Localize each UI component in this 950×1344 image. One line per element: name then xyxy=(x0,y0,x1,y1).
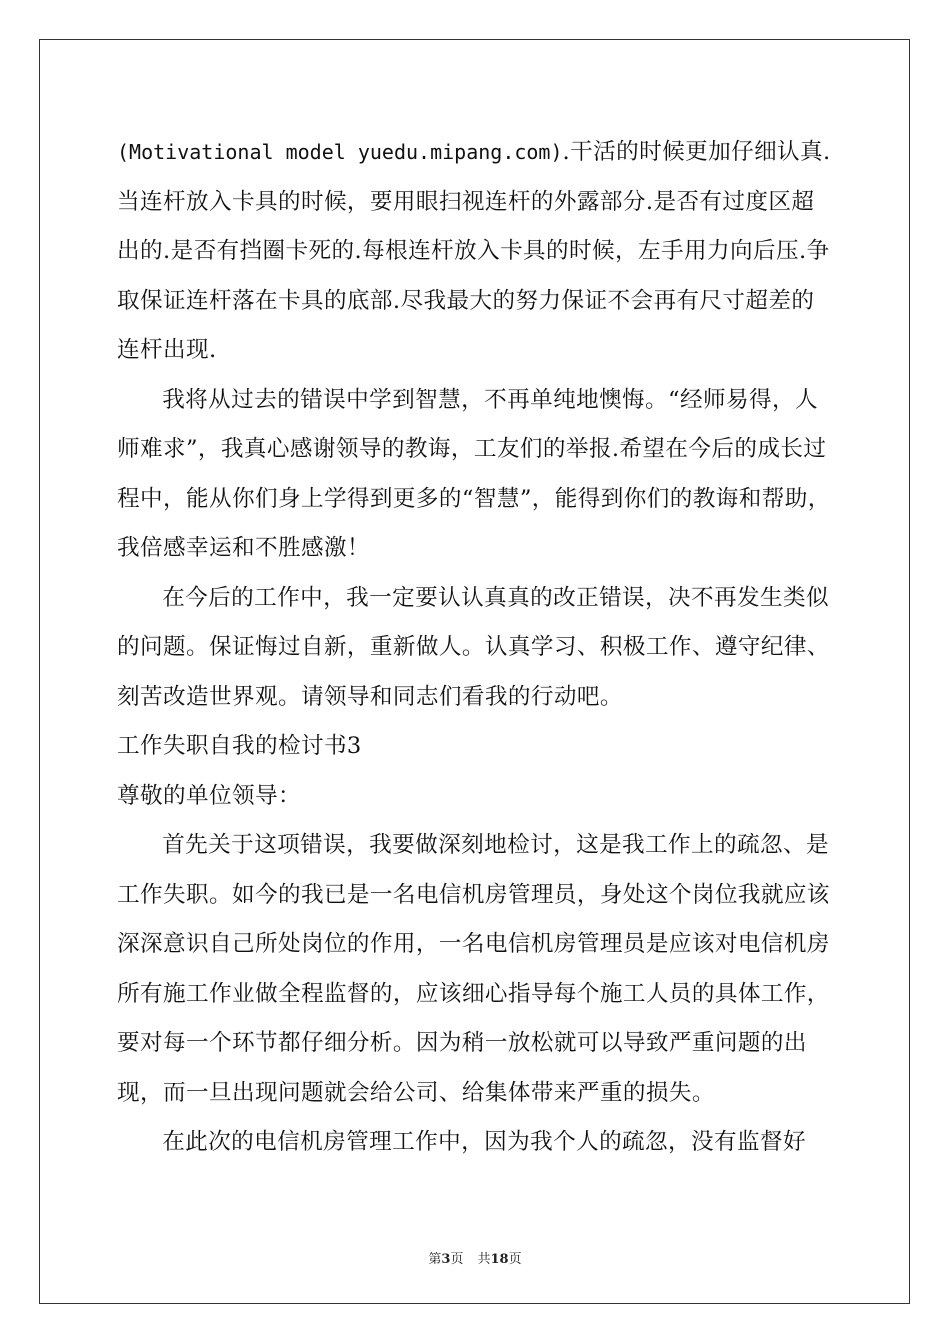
salutation-text: 尊敬的单位领导： xyxy=(117,782,301,809)
section-heading xyxy=(117,722,837,772)
paragraph-text: 我将从过去的错误中学到智慧，不再单纯地懊悔。“经师易得，人师难求”，我真心感谢领导的教诲，工友们的举报.希望在今后的成长过程中，能从你们身上学得到更多的“智慧”，能得到你们的教诲和帮助，我倍感幸运和不胜感激！ xyxy=(117,386,831,561)
paragraph-wisdom xyxy=(117,376,837,574)
paragraph-incident xyxy=(117,1118,837,1168)
page-suffix: 页 xyxy=(450,1252,464,1267)
heading-text: 工作失职自我的检讨书3 xyxy=(117,733,362,759)
paragraph-text: .干活的时候更加仔细认真.当连杆放入卡具的时候，要用眼扫视连杆的外露部分.是否有过度区超出的.是否有挡圈卡死的.每根连杆放入卡具的时候，左手用力向后压.争取保证连杆落在卡具的底部.尽我最大的努力保证不会再有尺寸超差的连杆出现. xyxy=(117,139,831,363)
page-footer xyxy=(0,1248,950,1267)
total-suffix: 页 xyxy=(508,1252,522,1267)
total-pages: 18 xyxy=(490,1252,509,1267)
page-prefix: 第 xyxy=(428,1252,442,1267)
paragraph-text: 首先关于这项错误，我要做深刻地检讨，这是我工作上的疏忽、是工作失职。如今的我已是一名电信机房管理员，身处这个岗位我就应该深深意识自己所处岗位的作用，一名电信机房管理员是应该对电信机房所有施工作业做全程监督的，应该细心指导每个施工人员的具体工作，要对每一个环节都仔细分析。因为稍一放松就可以导致严重问题的出现，而一旦出现问题就会给公司、给集体带来严重的损失。 xyxy=(117,832,830,1106)
paragraph-text: 在今后的工作中，我一定要认认真真的改正错误，决不再发生类似的问题。保证悔过自新，重新做人。认真学习、积极工作、遵守纪律、刻苦改造世界观。请领导和同志们看我的行动吧。 xyxy=(117,584,830,710)
paragraph-text: 在此次的电信机房管理工作中，因为我个人的疏忽，没有监督好 xyxy=(162,1129,807,1155)
page-number: 3 xyxy=(441,1252,451,1267)
paragraph-continuation xyxy=(117,128,837,376)
salutation xyxy=(117,772,837,822)
paragraph-self-review xyxy=(117,821,837,1118)
source-reference-text: (Motivational model yuedu.mipang.com) xyxy=(117,140,563,164)
document-body xyxy=(117,128,837,1168)
paragraph-commitment xyxy=(117,574,837,723)
total-prefix: 共 xyxy=(477,1252,491,1267)
